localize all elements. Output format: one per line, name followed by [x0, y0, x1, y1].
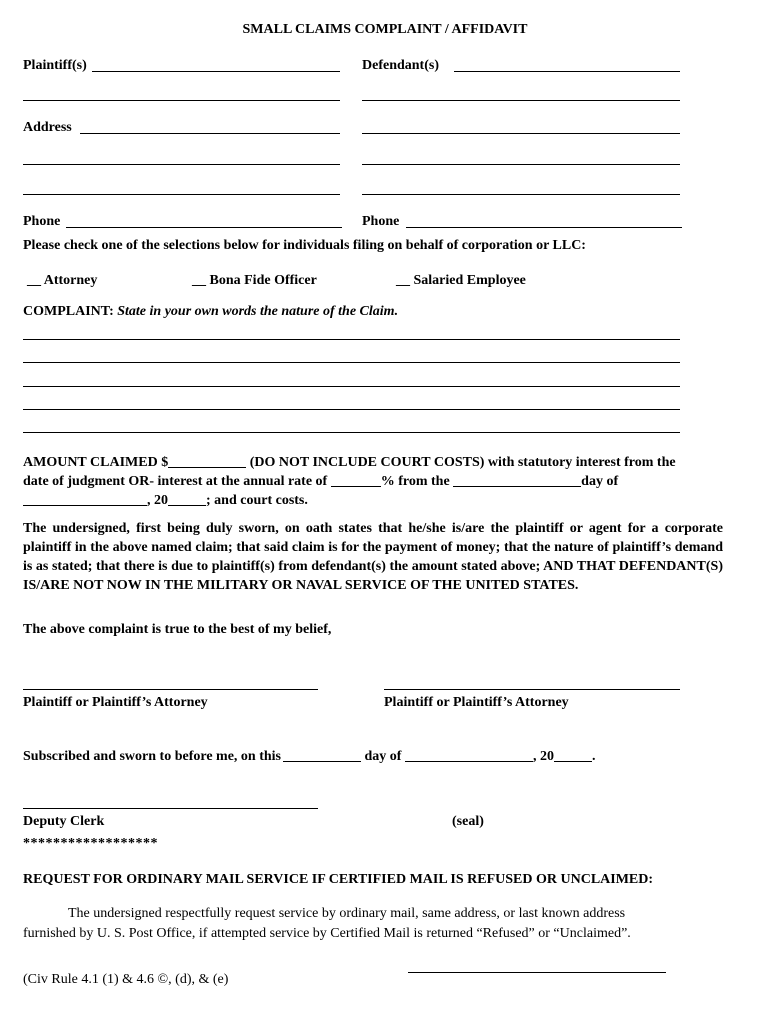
- plaintiff-phone-label: Phone: [23, 214, 61, 229]
- from-the-label: % from the: [380, 474, 450, 489]
- sworn-day-of-label: day of: [364, 749, 402, 764]
- complaint-line-1[interactable]: [23, 339, 680, 340]
- complaint-line-2[interactable]: [23, 362, 680, 363]
- complaint-heading: [23, 304, 398, 320]
- military-statement: AND THAT DEFENDANT(S) IS/ARE NOT NOW IN THE MILITARY OR NAVAL SERVICE OF THE UNITED STATES.: [23, 559, 723, 593]
- sworn-period: .: [591, 749, 596, 764]
- defendant-line-2[interactable]: [362, 100, 680, 101]
- amount-line-2: [23, 473, 618, 490]
- signature-line-left[interactable]: [23, 689, 318, 690]
- sworn-year-field[interactable]: [554, 748, 592, 762]
- ordinary-mail-heading: REQUEST FOR ORDINARY MAIL SERVICE IF CERTIFIED MAIL IS REFUSED OR UNCLAIMED:: [23, 872, 654, 887]
- defendant-address-line[interactable]: [362, 133, 680, 134]
- request-body-line-1: The undersigned respectfully request service by ordinary mail, same address, or last known address: [68, 906, 626, 921]
- plaintiff-name-line[interactable]: [92, 71, 340, 72]
- sworn-month-field[interactable]: [405, 748, 533, 762]
- asterisk-separator: ******************: [23, 836, 158, 851]
- from-date-field[interactable]: [453, 473, 581, 487]
- defendant-phone-label: Phone: [362, 214, 400, 229]
- sworn-line: [23, 748, 595, 765]
- amount-field[interactable]: [168, 454, 246, 468]
- complaint-line-3[interactable]: [23, 386, 680, 387]
- month-field[interactable]: [23, 492, 147, 506]
- sworn-day-field[interactable]: [283, 748, 361, 762]
- defendant-address-line-2[interactable]: [362, 164, 680, 165]
- deputy-clerk-signature-line[interactable]: [23, 808, 318, 809]
- option-salaried-employee[interactable]: __ Salaried Employee: [396, 273, 526, 288]
- oath-text: The undersigned, first being duly sworn, on oath states that he/she is/are the plaintiff or agent for a corporate plaintiff in the above named claim; that said claim is for the payment of money; that the nature of plaintiff’s demand is as stated; that there is due to plaintiff(s) from defendant(s) the amount stated above;: [23, 521, 723, 574]
- request-signature-line[interactable]: [408, 972, 666, 973]
- defendant-label: Defendant(s): [362, 58, 439, 73]
- corp-instruction: Please check one of the selections below for individuals filing on behalf of corporation or LLC:: [23, 238, 586, 253]
- request-body-line-2: furnished by U. S. Post Office, if attempted service by Certified Mail is returned “Refused” or “Unclaimed”.: [23, 926, 631, 941]
- day-of-label: day of: [581, 474, 619, 489]
- plaintiff-address-line-2[interactable]: [23, 164, 340, 165]
- amount-line-3: [23, 492, 308, 509]
- seal-label: (seal): [452, 814, 484, 829]
- signature-label-left: Plaintiff or Plaintiff’s Attorney: [23, 695, 208, 710]
- interest-rate-field[interactable]: [331, 473, 381, 487]
- amount-court-costs-note: (DO NOT INCLUDE COURT COSTS) with statutory interest from the: [249, 455, 676, 470]
- defendant-phone-line[interactable]: [406, 227, 682, 228]
- option-bona-fide-officer[interactable]: __ Bona Fide Officer: [192, 273, 317, 288]
- year-prefix-label: , 20: [147, 493, 168, 508]
- defendant-name-line[interactable]: [454, 71, 680, 72]
- plaintiff-phone-line[interactable]: [66, 227, 342, 228]
- plaintiff-address-line[interactable]: [80, 133, 340, 134]
- amount-line-1: [23, 454, 676, 471]
- form-title: SMALL CLAIMS COMPLAINT / AFFIDAVIT: [242, 22, 528, 37]
- oath-paragraph: [23, 519, 723, 595]
- amount-claimed-label: AMOUNT CLAIMED $: [23, 455, 169, 470]
- plaintiff-label: Plaintiff(s): [23, 58, 87, 73]
- signature-line-right[interactable]: [384, 689, 680, 690]
- defendant-address-line-3[interactable]: [362, 194, 680, 195]
- address-label: Address: [23, 120, 72, 135]
- sworn-label: Subscribed and sworn to before me, on this: [23, 749, 281, 764]
- belief-statement: The above complaint is true to the best of my belief,: [23, 622, 332, 637]
- interest-rate-label: date of judgment OR- interest at the annual rate of: [23, 474, 328, 489]
- sworn-year-prefix: , 20: [532, 749, 554, 764]
- signature-label-right: Plaintiff or Plaintiff’s Attorney: [384, 695, 569, 710]
- deputy-clerk-label: Deputy Clerk: [23, 814, 105, 829]
- court-costs-label: ; and court costs.: [206, 493, 308, 508]
- civ-rule-citation: (Civ Rule 4.1 (1) & 4.6 ©, (d), & (e): [23, 972, 229, 987]
- complaint-line-5[interactable]: [23, 432, 680, 433]
- complaint-label: COMPLAINT:: [23, 304, 114, 319]
- plaintiff-line-2[interactable]: [23, 100, 340, 101]
- option-attorney[interactable]: __ Attorney: [27, 273, 98, 288]
- complaint-instruction: State in your own words the nature of the Claim.: [117, 304, 399, 319]
- complaint-line-4[interactable]: [23, 409, 680, 410]
- plaintiff-address-line-3[interactable]: [23, 194, 340, 195]
- year-field[interactable]: [168, 492, 206, 506]
